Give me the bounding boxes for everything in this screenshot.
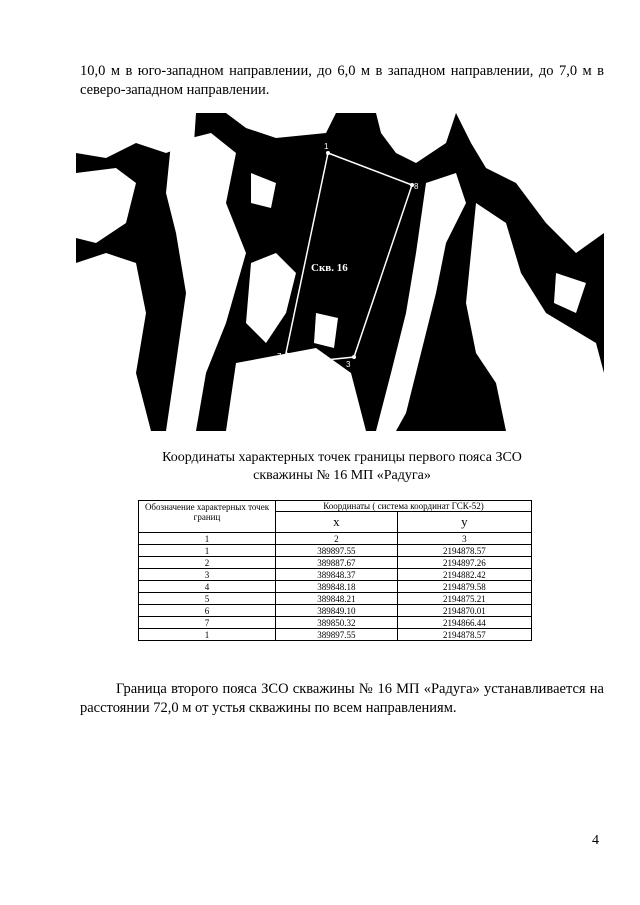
y-cell: 2194897.26	[397, 557, 531, 569]
outro-paragraph: Граница второго пояса ЗСО скважины № 16 МП «Радуга» устанавливается на расстоянии 72,0 м от устья скважины по всем направлениям.	[80, 681, 604, 716]
intro-paragraph: 10,0 м в юго-западном направлении, до 6,0 м в западном направлении, до 7,0 м в северо-западном направлении.	[80, 63, 604, 98]
point-label: 5	[312, 362, 317, 371]
caption-line-2: скважины № 16 МП «Радуга»	[253, 468, 431, 483]
y-cell: 2194870.01	[397, 605, 531, 617]
point-label: 1	[324, 142, 329, 151]
col-number: 3	[397, 533, 531, 545]
table-row	[139, 593, 532, 605]
table-row	[139, 605, 532, 617]
table-row	[139, 581, 532, 593]
header-y: у	[397, 512, 531, 533]
col-number: 2	[276, 533, 398, 545]
table-row	[139, 545, 532, 557]
site-map-image	[76, 113, 604, 431]
point-cell: 3	[139, 569, 276, 581]
y-cell: 2194882.42	[397, 569, 531, 581]
point-label: 2	[419, 146, 424, 155]
point-cell: 4	[139, 581, 276, 593]
page-number: 4	[592, 833, 599, 848]
point-label: 4	[332, 362, 337, 371]
coordinates-table	[138, 500, 532, 641]
x-cell: 389897.55	[276, 629, 398, 641]
x-cell: 389848.37	[276, 569, 398, 581]
header-coordinates: Координаты ( система координат ГСК-52)	[276, 501, 532, 512]
point-label: 7	[277, 352, 282, 361]
caption-line-1: Координаты характерных точек границы первого пояса ЗСО	[162, 450, 522, 465]
point-cell: 2	[139, 557, 276, 569]
y-cell: 2194879.58	[397, 581, 531, 593]
point-label: 8	[414, 182, 419, 191]
x-cell: 389887.67	[276, 557, 398, 569]
point-cell: 5	[139, 593, 276, 605]
x-cell: 389850.32	[276, 617, 398, 629]
y-cell: 2194878.57	[397, 545, 531, 557]
header-x: х	[276, 512, 398, 533]
table-row	[139, 629, 532, 641]
x-cell: 389848.18	[276, 581, 398, 593]
header-designation: Обозначение характерных точек границ	[139, 501, 276, 533]
y-cell: 2194875.21	[397, 593, 531, 605]
point-label: 6	[290, 360, 295, 369]
table-row	[139, 617, 532, 629]
column-number-row	[139, 533, 532, 545]
col-number: 1	[139, 533, 276, 545]
y-cell: 2194866.44	[397, 617, 531, 629]
well-label: Скв. 16	[311, 262, 348, 274]
point-cell: 7	[139, 617, 276, 629]
x-cell: 389849.10	[276, 605, 398, 617]
site-map-figure	[76, 113, 604, 431]
x-cell: 389848.21	[276, 593, 398, 605]
point-cell: 6	[139, 605, 276, 617]
point-cell: 1	[139, 629, 276, 641]
table-caption	[80, 449, 604, 485]
point-cell: 1	[139, 545, 276, 557]
table-row	[139, 569, 532, 581]
y-cell: 2194878.57	[397, 629, 531, 641]
point-label: 3	[346, 360, 351, 369]
x-cell: 389897.55	[276, 545, 398, 557]
table-row	[139, 557, 532, 569]
